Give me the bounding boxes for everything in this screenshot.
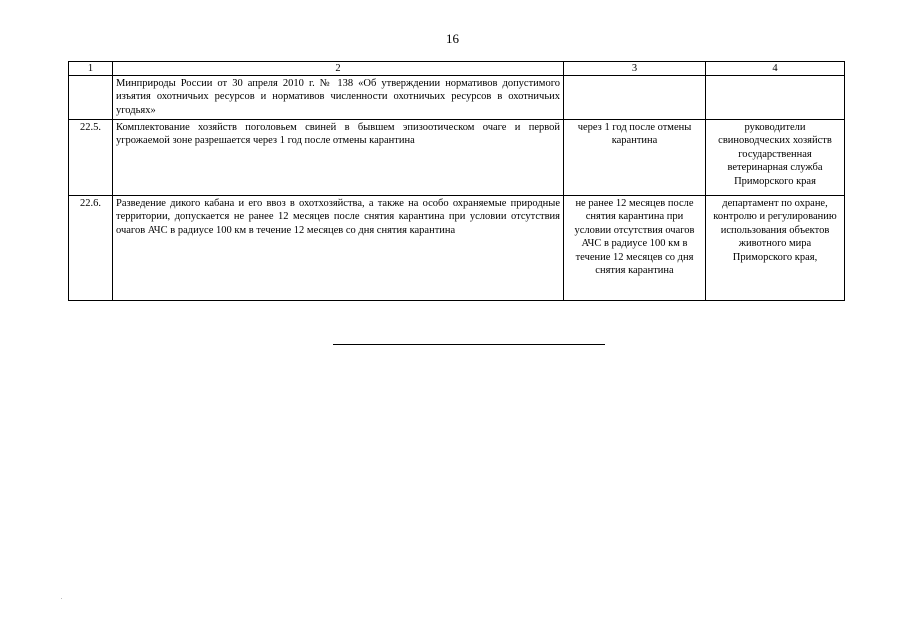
row-number: 22.6.	[69, 196, 113, 301]
page-number: 16	[446, 31, 459, 46]
table-row	[69, 120, 845, 196]
table-header-row	[69, 62, 845, 76]
row-measure-text: Разведение дикого кабана и его ввоз в охотхозяйства, а также на особо охраняемые природные территории, допускается не ранее 12 месяцев после снятия карантина при условии отсутствия очагов АЧС в радиусе 100 км в течение 12 месяцев со дня снятия карантина	[113, 196, 564, 301]
table-row	[69, 196, 845, 301]
row-number	[69, 76, 113, 120]
table-row	[69, 76, 845, 120]
row-measure-text: Комплектование хозяйств поголовьем свиней в бывшем эпизоотическом очаге и первой угрожаемой зоне разрешается через 1 год после отмены карантина	[113, 120, 564, 196]
row-responsible: департамент по охране, контролю и регулированию использования объектов животного мира Приморского края,	[706, 196, 845, 301]
column-header-1: 1	[69, 62, 113, 76]
row-term	[564, 76, 706, 120]
column-header-3: 3	[564, 62, 706, 76]
scan-speck	[61, 598, 62, 599]
measures-table	[68, 61, 845, 301]
row-responsible: руководители свиноводческих хозяйств государственная ветеринарная служба Приморского края	[706, 120, 845, 196]
separator-line	[333, 344, 605, 345]
row-responsible	[706, 76, 845, 120]
row-number: 22.5.	[69, 120, 113, 196]
column-header-2: 2	[113, 62, 564, 76]
column-header-4: 4	[706, 62, 845, 76]
row-term: через 1 год после отмены карантина	[564, 120, 706, 196]
row-term: не ранее 12 месяцев после снятия карантина при условии отсутствия очагов АЧС в радиусе 100 км в течение 12 месяцев со дня снятия карантина	[564, 196, 706, 301]
row-measure-text: Минприроды России от 30 апреля 2010 г. № 138 «Об утверждении нормативов допустимого изъятия охотничьих ресурсов и нормативов численности охотничьих ресурсов в охотничьих угодьях»	[113, 76, 564, 120]
